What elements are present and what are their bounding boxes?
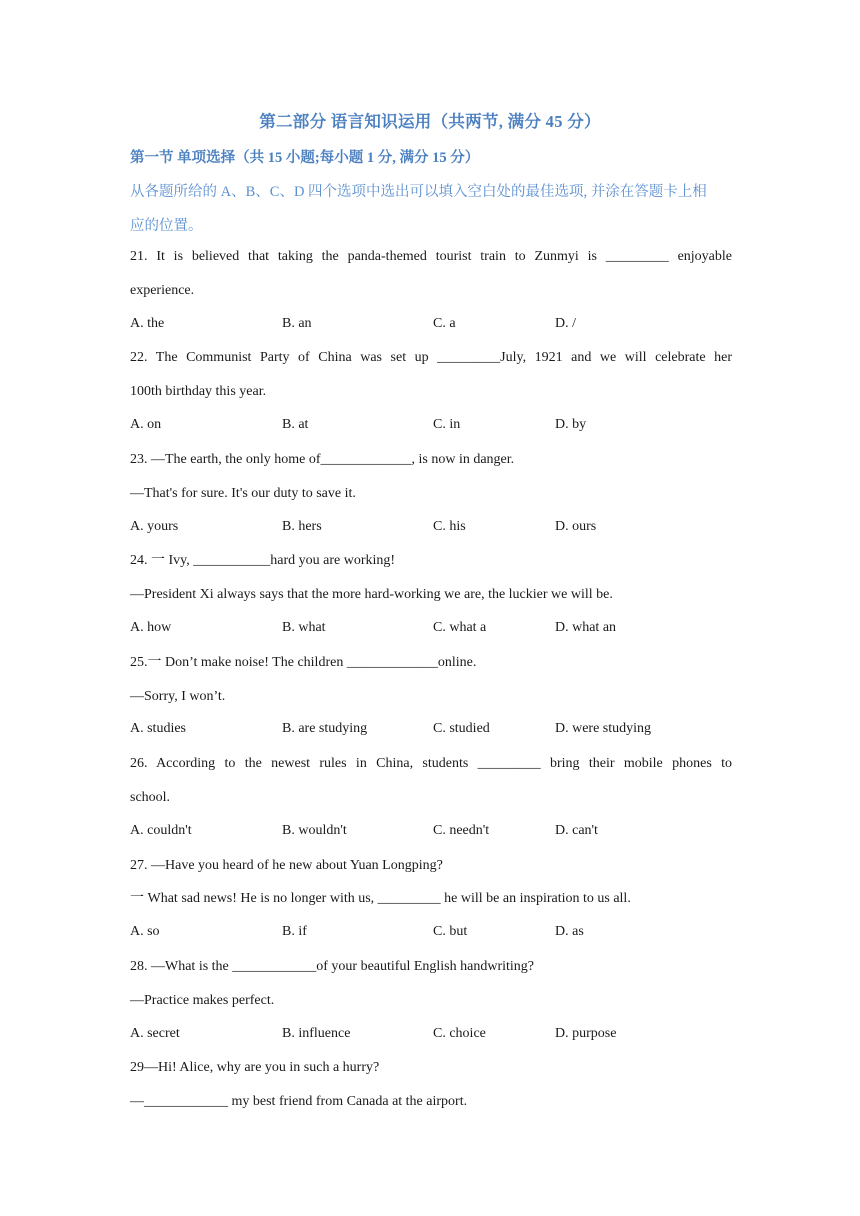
q28-option-d: D. purpose [555,1026,617,1041]
question-23-reply: —That's for sure. It's our duty to save it. [130,486,356,501]
question-25-reply: —Sorry, I won’t. [130,689,226,704]
q23-option-b: B. hers [282,519,322,534]
question-25-text: 25.一 Don’t make noise! The children _____________online. [130,655,477,670]
question-24-reply: —President Xi always says that the more hard-working we are, the luckier we will be. [130,587,613,602]
q27-option-b: B. if [282,924,307,939]
question-22-text-cont: 100th birthday this year. [130,384,267,399]
q26-option-b: B. wouldn't [282,823,347,838]
instructions-line-1: 从各题所给的 A、B、C、D 四个选项中选出可以填入空白处的最佳选项, 并涂在答题卡上相 [130,184,707,200]
q21-option-a: A. the [130,316,165,331]
q22-option-d: D. by [555,417,587,432]
question-24-text: 24. 一 Ivy, ___________hard you are working! [130,553,396,568]
question-23-text: 23. —The earth, the only home of_____________, is now in danger. [130,452,515,467]
instructions-line-2: 应的位置。 [130,218,203,234]
question-29-reply: —____________ my best friend from Canada at the airport. [130,1094,468,1109]
q21-option-d: D. / [555,316,576,331]
q22-option-a: A. on [130,417,162,432]
subsection-title: 第一节 单项选择（共 15 小题;每小题 1 分, 满分 15 分） [130,150,480,166]
q24-option-c: C. what a [433,620,487,635]
q25-option-b: B. are studying [282,721,368,736]
question-26-text-cont: school. [130,790,171,805]
q22-option-c: C. in [433,417,461,432]
q23-option-d: D. ours [555,519,597,534]
question-27-text: 27. —Have you heard of he new about Yuan Longping? [130,858,443,873]
q28-option-b: B. influence [282,1026,351,1041]
question-28-reply: —Practice makes perfect. [130,993,275,1008]
q28-option-a: A. secret [130,1026,180,1041]
q21-option-b: B. an [282,316,312,331]
q25-option-a: A. studies [130,721,186,736]
q22-option-b: B. at [282,417,309,432]
question-26-text: 26. According to the newest rules in China, students _________ bring their mobile phones to [130,756,732,771]
q27-option-c: C. but [433,924,468,939]
question-27-reply: 一 What sad news! He is no longer with us, _________ he will be an inspiration to us all. [130,891,631,906]
q27-option-d: D. as [555,924,584,939]
section-title: 第二部分 语言知识运用（共两节, 满分 45 分） [259,112,601,131]
q25-option-d: D. were studying [555,721,652,736]
q26-option-d: D. can't [555,823,598,838]
q23-option-a: A. yours [130,519,179,534]
q24-option-a: A. how [130,620,172,635]
question-22-text: 22. The Communist Party of China was set up _________July, 1921 and we will celebrate her [130,350,732,365]
q24-option-b: B. what [282,620,326,635]
q26-option-c: C. needn't [433,823,490,838]
q25-option-c: C. studied [433,721,490,736]
q21-option-c: C. a [433,316,456,331]
question-21-text: 21. It is believed that taking the panda-themed tourist train to Zunmyi is _________ enjoyable [130,249,732,264]
question-21-text-cont: experience. [130,283,195,298]
q23-option-c: C. his [433,519,466,534]
q26-option-a: A. couldn't [130,823,192,838]
q27-option-a: A. so [130,924,160,939]
question-29-text: 29—Hi! Alice, why are you in such a hurry? [130,1060,380,1075]
q24-option-d: D. what an [555,620,617,635]
question-28-text: 28. —What is the ____________of your beautiful English handwriting? [130,959,534,974]
q28-option-c: C. choice [433,1026,486,1041]
